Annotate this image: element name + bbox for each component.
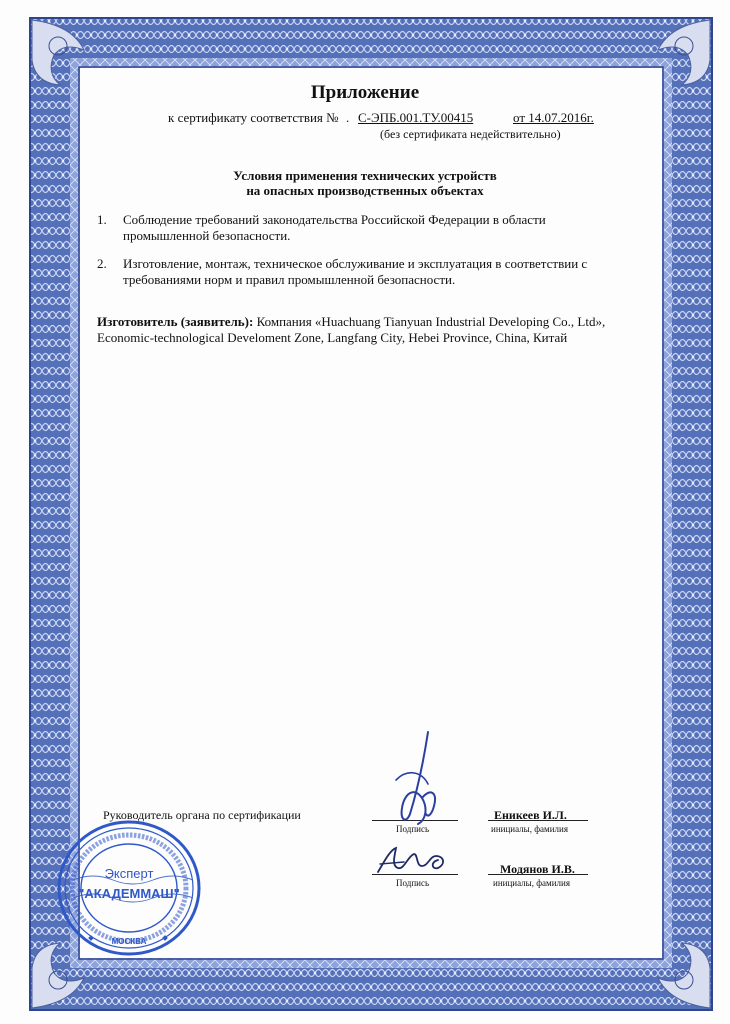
list-item-number: 2.: [97, 256, 107, 271]
conditions-list: [97, 212, 617, 300]
head-of-certification-label: Руководитель органа по сертификации: [103, 808, 301, 822]
list-item: [97, 212, 617, 244]
certificate-date: от 14.07.2016г.: [513, 110, 594, 125]
stamp-line-1: Эксперт: [104, 866, 154, 881]
list-item: [97, 256, 617, 288]
handwritten-signature-1: [388, 728, 448, 828]
name-line-1: [488, 820, 588, 821]
signature-caption-1: Подпись: [396, 824, 430, 834]
certificate-reference: к сертификату соответствия № . С-ЭПБ.001.ТУ.00415 от 14.07.2016г.: [168, 110, 594, 125]
stamp-line-2: "АКАДЕММАШ": [78, 886, 180, 901]
manufacturer-label: Изготовитель (заявитель):: [97, 314, 254, 329]
validity-note: (без сертификата недействительно): [380, 127, 561, 141]
page-title: Приложение: [310, 82, 420, 103]
official-stamp: [55, 818, 203, 958]
certificate-number: С-ЭПБ.001.ТУ.00415: [358, 110, 474, 125]
list-item-text: Изготовление, монтаж, техническое обслуживание и эксплуатация в соответствии с требованиями норм и правил промышленной безопасности.: [123, 256, 588, 287]
handwritten-signature-2: [374, 842, 454, 878]
manufacturer-block: [97, 314, 637, 346]
signatory-name-2: Модянов И.В.: [500, 862, 575, 876]
signature-caption-2: Подпись: [396, 878, 430, 888]
initials-caption-1: инициалы, фамилия: [491, 824, 568, 834]
conditions-heading-line1: Условия применения технических устройств: [233, 168, 497, 183]
certificate-prefix: к сертификату соответствия №: [168, 110, 339, 125]
manufacturer-line2: Economic-technological Develoment Zone, Langfang City, Hebei Province, China, Китай: [97, 330, 568, 345]
conditions-heading: [0, 168, 730, 198]
name-line-2: [488, 874, 588, 875]
stamp-city: МОСКВА: [111, 937, 147, 946]
manufacturer-line1: Компания «Huachuang Tianyuan Industrial Developing Co., Ltd»,: [256, 314, 606, 329]
list-item-text: Соблюдение требований законодательства Российской Федерации в области промышленной безопасности.: [123, 212, 546, 243]
list-item-number: 1.: [97, 212, 107, 227]
conditions-heading-line2: на опасных производственных объектах: [246, 183, 484, 198]
initials-caption-2: инициалы, фамилия: [493, 878, 570, 888]
signatory-name-1: Еникеев И.Л.: [494, 808, 567, 822]
